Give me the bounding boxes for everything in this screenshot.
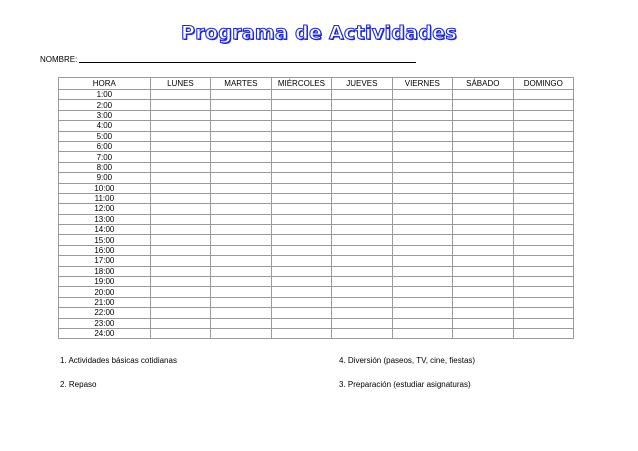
activity-cell[interactable] — [271, 287, 331, 297]
hour-cell: 24:00 — [59, 328, 151, 338]
hour-cell: 6:00 — [59, 141, 151, 151]
activity-cell[interactable] — [211, 245, 271, 255]
activity-cell[interactable] — [392, 110, 452, 120]
header-hora: HORA — [59, 78, 151, 90]
activity-cell[interactable] — [513, 183, 573, 193]
activity-cell[interactable] — [392, 235, 452, 245]
hour-cell: 20:00 — [59, 287, 151, 297]
activity-cell[interactable] — [150, 162, 210, 172]
activity-cell[interactable] — [392, 308, 452, 318]
activity-cell[interactable] — [150, 277, 210, 287]
header-domingo: DOMINGO — [513, 78, 573, 90]
activity-cell[interactable] — [332, 173, 392, 183]
activity-cell[interactable] — [392, 193, 452, 203]
activity-cell[interactable] — [513, 287, 573, 297]
hour-cell: 21:00 — [59, 297, 151, 307]
hour-cell: 9:00 — [59, 173, 151, 183]
hour-cell: 18:00 — [59, 266, 151, 276]
activity-cell[interactable] — [211, 204, 271, 214]
activity-cell[interactable] — [453, 162, 513, 172]
activity-cell[interactable] — [392, 90, 452, 100]
legend-item-1: 1. Actividades básicas cotidianas — [60, 356, 177, 365]
activity-cell[interactable] — [211, 235, 271, 245]
activity-cell[interactable] — [211, 183, 271, 193]
activity-cell[interactable] — [392, 162, 452, 172]
activity-cell[interactable] — [271, 173, 331, 183]
activity-cell[interactable] — [453, 318, 513, 328]
activity-cell[interactable] — [392, 297, 452, 307]
activity-cell[interactable] — [453, 100, 513, 110]
activity-cell[interactable] — [453, 256, 513, 266]
activity-cell[interactable] — [332, 141, 392, 151]
hour-cell: 3:00 — [59, 110, 151, 120]
activity-cell[interactable] — [271, 277, 331, 287]
hour-cell: 13:00 — [59, 214, 151, 224]
table-row — [59, 245, 574, 255]
table-row — [59, 152, 574, 162]
activity-cell[interactable] — [211, 141, 271, 151]
activity-cell[interactable] — [150, 318, 210, 328]
activity-cell[interactable] — [513, 256, 573, 266]
header-viernes: VIERNES — [392, 78, 452, 90]
activity-cell[interactable] — [271, 256, 331, 266]
activity-cell[interactable] — [150, 245, 210, 255]
table-row — [59, 173, 574, 183]
hour-cell: 2:00 — [59, 100, 151, 110]
activity-cell[interactable] — [513, 245, 573, 255]
activity-cell[interactable] — [392, 214, 452, 224]
table-row — [59, 277, 574, 287]
activity-cell[interactable] — [392, 266, 452, 276]
activity-cell[interactable] — [513, 225, 573, 235]
activity-cell[interactable] — [211, 193, 271, 203]
activity-cell[interactable] — [332, 318, 392, 328]
legend-item-4: 4. Diversión (paseos, TV, cine, fiestas) — [339, 356, 476, 365]
activity-cell[interactable] — [392, 256, 452, 266]
activity-cell[interactable] — [271, 90, 331, 100]
activity-cell[interactable] — [332, 193, 392, 203]
activity-cell[interactable] — [271, 100, 331, 110]
header-row — [59, 78, 574, 90]
activity-cell[interactable] — [150, 193, 210, 203]
activity-cell[interactable] — [513, 141, 573, 151]
activity-cell[interactable] — [392, 225, 452, 235]
hour-cell: 17:00 — [59, 256, 151, 266]
hour-cell: 8:00 — [59, 162, 151, 172]
table-row — [59, 235, 574, 245]
activity-cell[interactable] — [150, 328, 210, 338]
activity-cell[interactable] — [392, 204, 452, 214]
activity-cell[interactable] — [271, 245, 331, 255]
activity-cell[interactable] — [392, 287, 452, 297]
hour-cell: 22:00 — [59, 308, 151, 318]
activity-cell[interactable] — [211, 256, 271, 266]
activity-cell[interactable] — [150, 131, 210, 141]
hour-cell: 1:00 — [59, 90, 151, 100]
activity-cell[interactable] — [211, 152, 271, 162]
activity-cell[interactable] — [211, 328, 271, 338]
activity-cell[interactable] — [211, 297, 271, 307]
table-row — [59, 204, 574, 214]
activity-cell[interactable] — [513, 266, 573, 276]
table-row — [59, 287, 574, 297]
table-row — [59, 193, 574, 203]
activity-cell[interactable] — [150, 225, 210, 235]
activity-cell[interactable] — [332, 225, 392, 235]
activity-cell[interactable] — [513, 318, 573, 328]
activity-cell[interactable] — [392, 328, 452, 338]
name-label: NOMBRE: — [40, 55, 78, 64]
activity-cell[interactable] — [453, 235, 513, 245]
activity-cell[interactable] — [453, 204, 513, 214]
activity-cell[interactable] — [211, 131, 271, 141]
hour-cell: 19:00 — [59, 277, 151, 287]
activity-cell[interactable] — [513, 131, 573, 141]
activity-cell[interactable] — [513, 162, 573, 172]
hour-cell: 15:00 — [59, 235, 151, 245]
activity-cell[interactable] — [453, 266, 513, 276]
activity-cell[interactable] — [392, 173, 452, 183]
activity-cell[interactable] — [150, 214, 210, 224]
hour-cell: 5:00 — [59, 131, 151, 141]
activity-cell[interactable] — [150, 152, 210, 162]
activity-cell[interactable] — [211, 110, 271, 120]
table-row — [59, 110, 574, 120]
activity-cell[interactable] — [211, 214, 271, 224]
activity-cell[interactable] — [271, 141, 331, 151]
activity-cell[interactable] — [332, 328, 392, 338]
activity-cell[interactable] — [453, 152, 513, 162]
table-row — [59, 297, 574, 307]
activity-cell[interactable] — [271, 225, 331, 235]
activity-cell[interactable] — [453, 173, 513, 183]
activity-cell[interactable] — [332, 214, 392, 224]
activity-cell[interactable] — [332, 256, 392, 266]
activity-cell[interactable] — [211, 318, 271, 328]
hour-cell: 23:00 — [59, 318, 151, 328]
activity-cell[interactable] — [271, 121, 331, 131]
activity-cell[interactable] — [150, 235, 210, 245]
schedule-table — [58, 77, 574, 339]
activity-cell[interactable] — [332, 245, 392, 255]
activity-cell[interactable] — [150, 308, 210, 318]
activity-cell[interactable] — [513, 277, 573, 287]
table-row — [59, 256, 574, 266]
activity-cell[interactable] — [453, 225, 513, 235]
activity-cell[interactable] — [271, 110, 331, 120]
header-miercoles: MIÉRCOLES — [271, 78, 331, 90]
activity-cell[interactable] — [332, 131, 392, 141]
activity-cell[interactable] — [271, 308, 331, 318]
hour-cell: 16:00 — [59, 245, 151, 255]
legend-item-2: 2. Repaso — [60, 380, 97, 389]
schedule-body — [59, 90, 574, 339]
activity-cell[interactable] — [211, 225, 271, 235]
activity-cell[interactable] — [453, 193, 513, 203]
activity-cell[interactable] — [513, 121, 573, 131]
table-row — [59, 90, 574, 100]
activity-cell[interactable] — [513, 214, 573, 224]
activity-cell[interactable] — [453, 183, 513, 193]
activity-cell[interactable] — [150, 256, 210, 266]
activity-cell[interactable] — [392, 277, 452, 287]
activity-cell[interactable] — [150, 266, 210, 276]
activity-cell[interactable] — [271, 193, 331, 203]
activity-cell[interactable] — [453, 214, 513, 224]
activity-cell[interactable] — [150, 183, 210, 193]
activity-cell[interactable] — [332, 308, 392, 318]
activity-cell[interactable] — [211, 173, 271, 183]
activity-cell[interactable] — [513, 193, 573, 203]
activity-cell[interactable] — [513, 235, 573, 245]
activity-cell[interactable] — [211, 121, 271, 131]
activity-cell[interactable] — [150, 100, 210, 110]
activity-cell[interactable] — [453, 297, 513, 307]
activity-cell[interactable] — [513, 297, 573, 307]
activity-cell[interactable] — [271, 162, 331, 172]
activity-cell[interactable] — [332, 183, 392, 193]
activity-cell[interactable] — [211, 287, 271, 297]
activity-cell[interactable] — [513, 308, 573, 318]
activity-cell[interactable] — [392, 100, 452, 110]
table-row — [59, 183, 574, 193]
header-lunes: LUNES — [150, 78, 210, 90]
activity-cell[interactable] — [453, 141, 513, 151]
activity-cell[interactable] — [453, 287, 513, 297]
table-row — [59, 162, 574, 172]
table-row — [59, 266, 574, 276]
activity-cell[interactable] — [332, 204, 392, 214]
table-row — [59, 225, 574, 235]
activity-cell[interactable] — [211, 162, 271, 172]
activity-cell[interactable] — [211, 90, 271, 100]
activity-cell[interactable] — [392, 131, 452, 141]
activity-cell[interactable] — [332, 287, 392, 297]
hour-cell: 4:00 — [59, 121, 151, 131]
activity-cell[interactable] — [150, 297, 210, 307]
activity-cell[interactable] — [271, 131, 331, 141]
table-row — [59, 308, 574, 318]
activity-cell[interactable] — [453, 121, 513, 131]
activity-cell[interactable] — [150, 141, 210, 151]
hour-cell: 12:00 — [59, 204, 151, 214]
activity-cell[interactable] — [392, 152, 452, 162]
activity-cell[interactable] — [513, 328, 573, 338]
activity-cell[interactable] — [332, 110, 392, 120]
activity-cell[interactable] — [513, 204, 573, 214]
activity-cell[interactable] — [332, 297, 392, 307]
activity-cell[interactable] — [513, 100, 573, 110]
activity-cell[interactable] — [513, 90, 573, 100]
activity-cell[interactable] — [453, 245, 513, 255]
activity-cell[interactable] — [392, 183, 452, 193]
activity-cell[interactable] — [453, 90, 513, 100]
activity-cell[interactable] — [453, 328, 513, 338]
activity-cell[interactable] — [271, 214, 331, 224]
table-row — [59, 328, 574, 338]
table-row — [59, 121, 574, 131]
activity-cell[interactable] — [271, 183, 331, 193]
activity-cell[interactable] — [150, 204, 210, 214]
activity-cell[interactable] — [211, 266, 271, 276]
activity-cell[interactable] — [453, 110, 513, 120]
activity-cell[interactable] — [271, 328, 331, 338]
activity-cell[interactable] — [513, 152, 573, 162]
table-row — [59, 214, 574, 224]
activity-cell[interactable] — [392, 141, 452, 151]
activity-cell[interactable] — [271, 318, 331, 328]
table-row — [59, 318, 574, 328]
activity-cell[interactable] — [150, 173, 210, 183]
activity-cell[interactable] — [332, 235, 392, 245]
activity-cell[interactable] — [332, 100, 392, 110]
legend-item-3: 3. Preparación (estudiar asignaturas) — [339, 380, 471, 389]
activity-cell[interactable] — [150, 287, 210, 297]
header-sabado: SÁBADO — [453, 78, 513, 90]
activity-cell[interactable] — [332, 162, 392, 172]
table-row — [59, 100, 574, 110]
hour-cell: 14:00 — [59, 225, 151, 235]
activity-cell[interactable] — [150, 121, 210, 131]
page-title: Programa de Actividades — [180, 22, 458, 44]
activity-cell[interactable] — [211, 100, 271, 110]
table-row — [59, 131, 574, 141]
activity-cell[interactable] — [271, 204, 331, 214]
activity-cell[interactable] — [211, 308, 271, 318]
activity-cell[interactable] — [332, 121, 392, 131]
activity-cell[interactable] — [271, 297, 331, 307]
header-martes: MARTES — [211, 78, 271, 90]
activity-cell[interactable] — [271, 235, 331, 245]
table-row — [59, 141, 574, 151]
hour-cell: 7:00 — [59, 152, 151, 162]
activity-cell[interactable] — [392, 245, 452, 255]
activity-cell[interactable] — [332, 152, 392, 162]
activity-cell[interactable] — [150, 110, 210, 120]
activity-cell[interactable] — [513, 110, 573, 120]
activity-cell[interactable] — [332, 277, 392, 287]
activity-cell[interactable] — [453, 308, 513, 318]
activity-cell[interactable] — [392, 121, 452, 131]
activity-cell[interactable] — [513, 173, 573, 183]
activity-cell[interactable] — [332, 90, 392, 100]
activity-cell[interactable] — [332, 266, 392, 276]
activity-cell[interactable] — [211, 277, 271, 287]
activity-cell[interactable] — [453, 131, 513, 141]
name-blank-line[interactable] — [79, 62, 416, 63]
activity-cell[interactable] — [150, 90, 210, 100]
header-jueves: JUEVES — [332, 78, 392, 90]
activity-cell[interactable] — [271, 266, 331, 276]
hour-cell: 10:00 — [59, 183, 151, 193]
activity-cell[interactable] — [271, 152, 331, 162]
activity-cell[interactable] — [453, 277, 513, 287]
activity-cell[interactable] — [392, 318, 452, 328]
name-field-row — [40, 55, 416, 64]
hour-cell: 11:00 — [59, 193, 151, 203]
